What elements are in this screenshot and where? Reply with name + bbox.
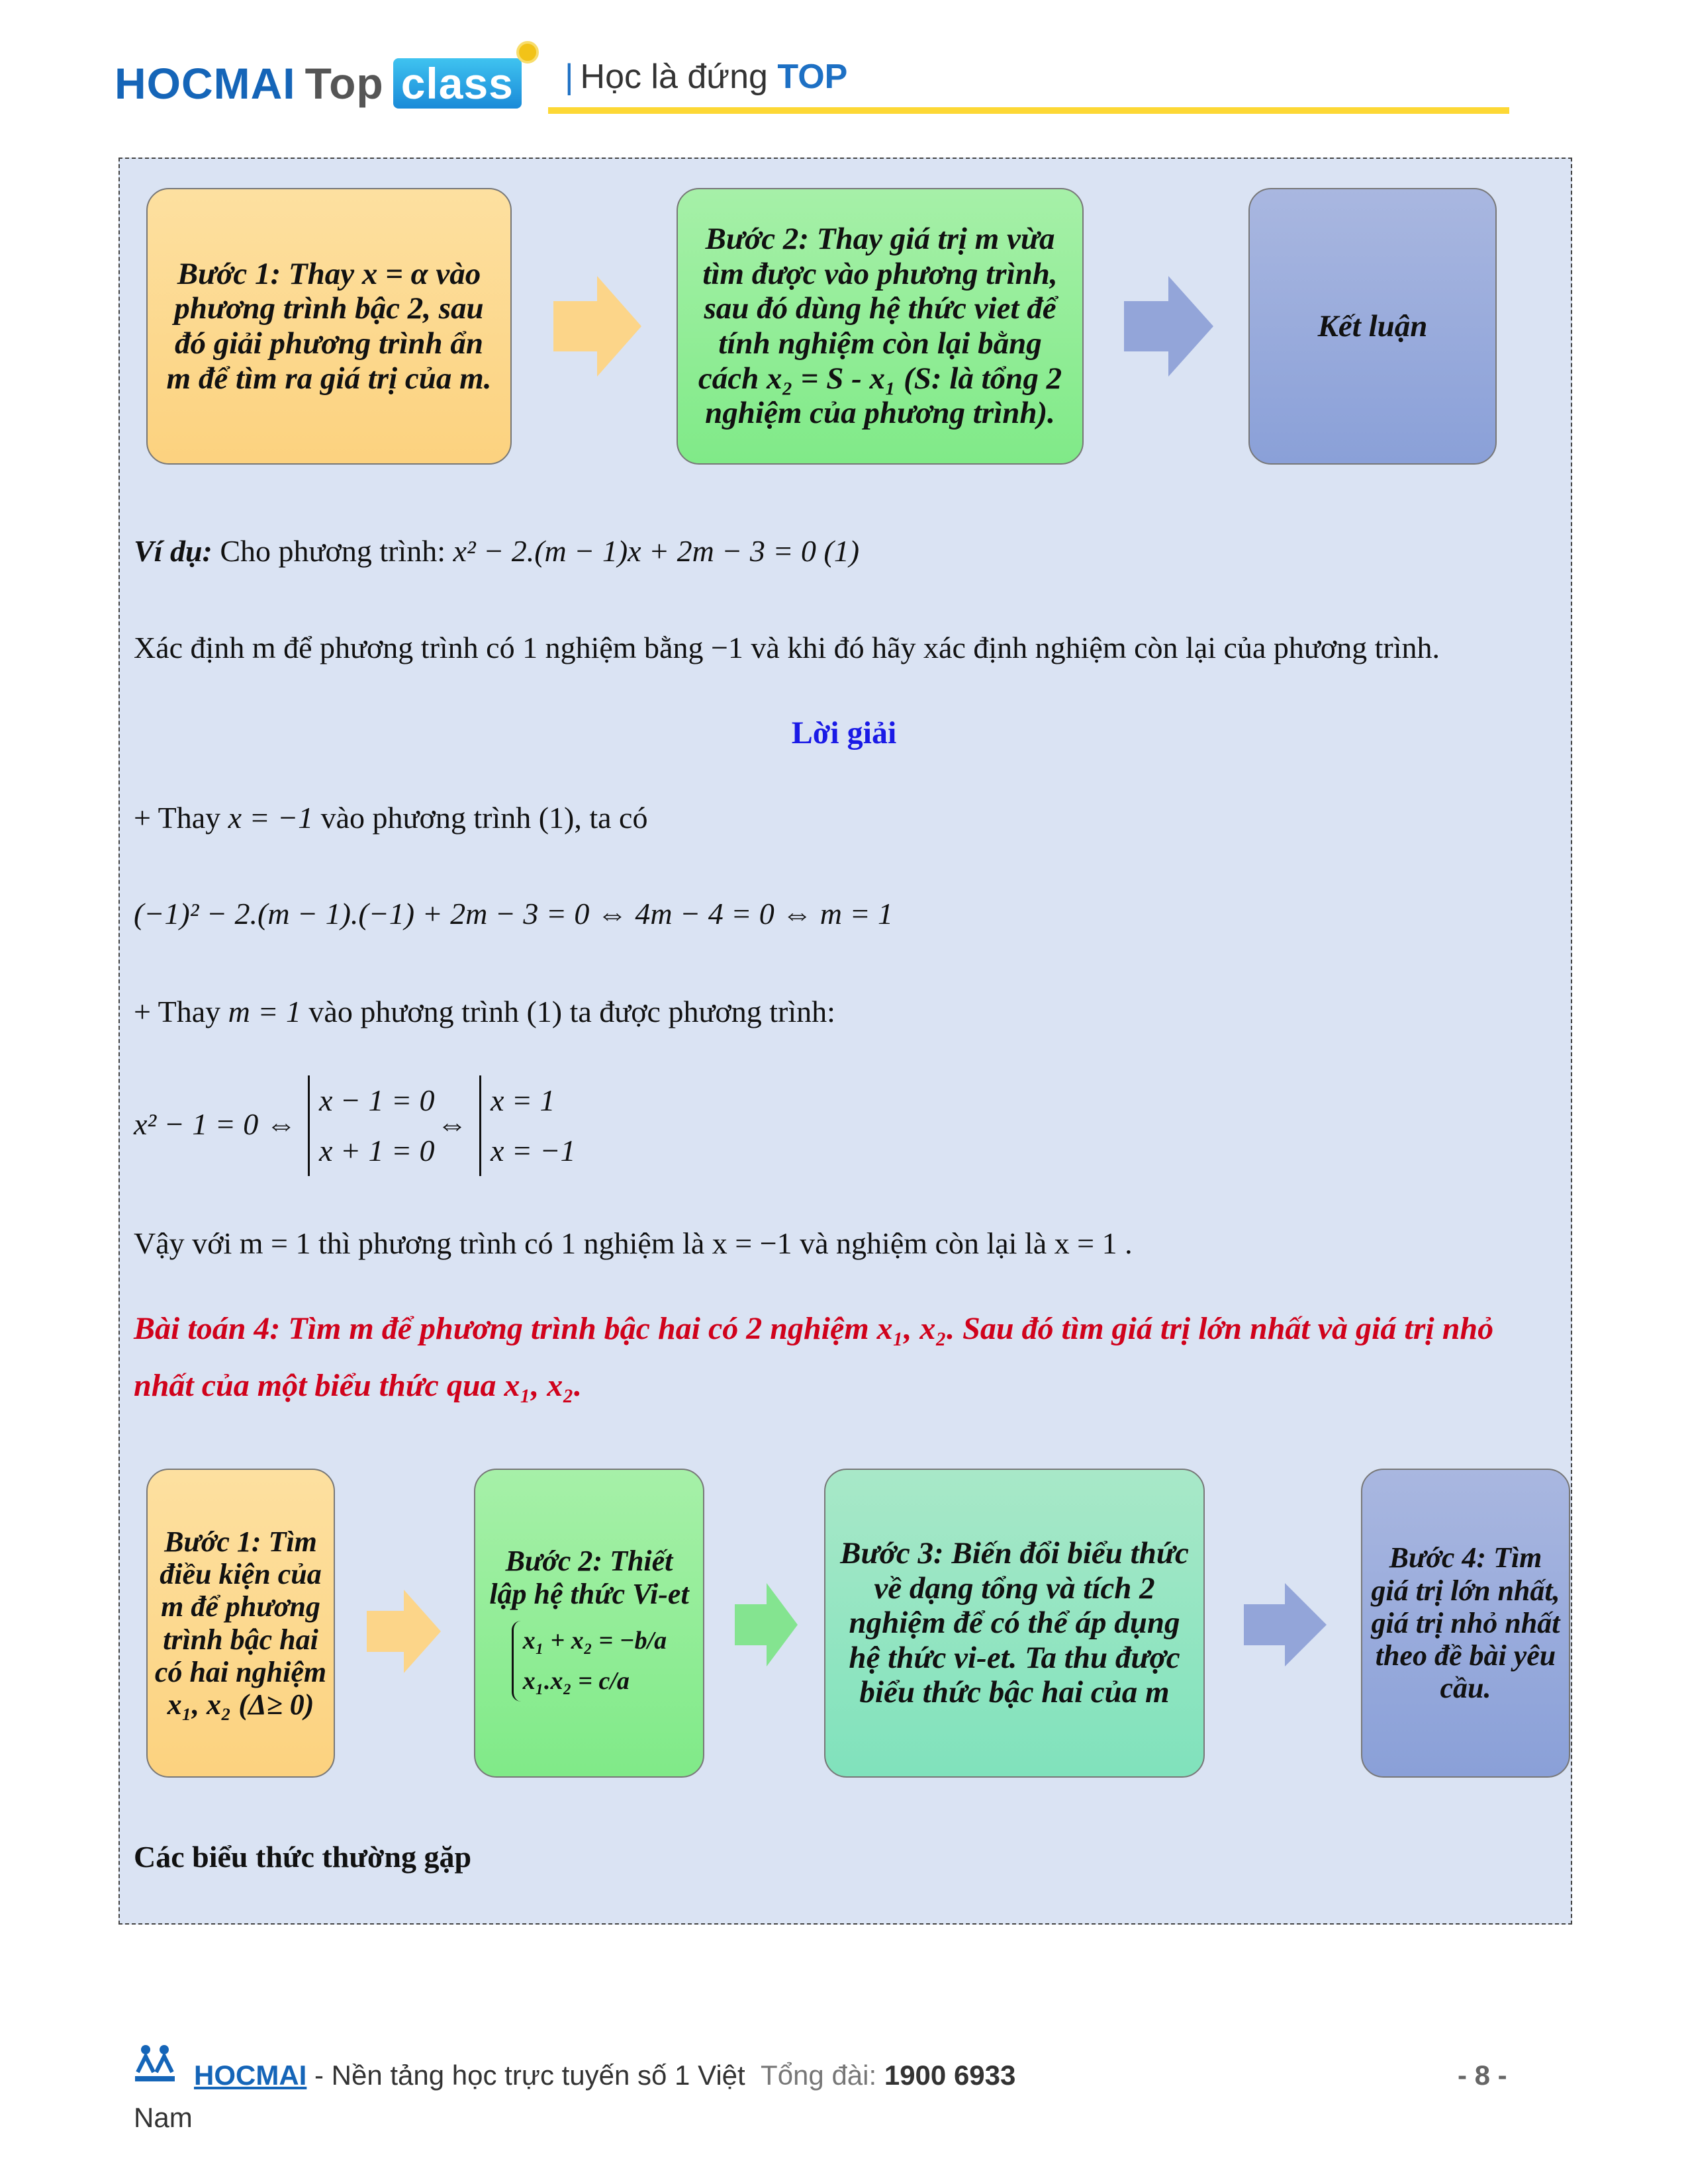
header-divider xyxy=(548,107,1509,114)
system-bracket-2 xyxy=(479,1075,576,1176)
flow1-step1 xyxy=(146,188,512,465)
example-intro: Cho phương trình: xyxy=(220,534,445,568)
logo-class xyxy=(393,58,522,109)
footer-hotline: 1900 6933 xyxy=(884,2060,1016,2091)
arrow-right-icon xyxy=(1244,1583,1327,1666)
footer-text: - Nền tảng học trực tuyến số 1 Việt xyxy=(314,2060,745,2091)
arrow-right-icon xyxy=(735,1583,798,1666)
hocmai-icon xyxy=(132,2043,177,2085)
system-left: x² − 1 = 0 ⇔ xyxy=(134,1107,297,1141)
solution-equation: (−1)² − 2.(m − 1).(−1) + 2m − 3 = 0 ⇔ 4m − 4 = 0 ⇔ m = 1 xyxy=(134,897,893,931)
flow1-step1-text: Bước 1: Thay x = α vào phương trình bậc 2, sau đó giải phương trình ẩn m để tìm ra giá trị của m. xyxy=(166,256,492,396)
flow1-step2 xyxy=(677,188,1084,465)
vieta-sum: x₁ + x₂ = −b/a xyxy=(522,1626,667,1655)
line3-post: vào phương trình (1) ta được phương trình: xyxy=(308,995,835,1028)
system-b2: x = −1 xyxy=(491,1134,576,1167)
logo-top: Top xyxy=(305,59,384,108)
flow2-step3 xyxy=(824,1469,1205,1778)
line1-pre: + Thay xyxy=(134,801,221,835)
flow2-step2-text: Bước 2: Thiết lập hệ thức Vi-et xyxy=(489,1545,689,1610)
flow2-step1 xyxy=(146,1469,335,1778)
logo xyxy=(115,58,522,109)
example-line xyxy=(134,533,859,569)
example-question: Xác định m để phương trình có 1 nghiệm bằng −1 và khi đó hãy xác định nghiệm còn lại của phương trình. xyxy=(134,631,1440,664)
system-equiv: ⇔ xyxy=(437,1107,467,1141)
flow2-step1-text: Bước 1: Tìm điều kiện của m để phương trình bậc hai có hai nghiệm x₁, x₂ (Δ≥ 0) xyxy=(154,1525,327,1721)
arrow-right-icon xyxy=(367,1590,441,1673)
example-equation: x² − 2.(m − 1)x + 2m − 3 = 0 (1) xyxy=(453,534,860,568)
solution-title: Lời giải xyxy=(791,715,897,751)
system-a2: x + 1 = 0 xyxy=(319,1134,435,1167)
flow2-step4-text: Bước 4: Tìm giá trị lớn nhất, giá trị nhỏ nhất theo đề bài yêu cầu. xyxy=(1371,1541,1560,1705)
line1-math: x = −1 xyxy=(228,801,314,835)
solution-line1 xyxy=(134,800,647,835)
page-number: - 8 - xyxy=(1458,2060,1507,2091)
section-heading: Các biểu thức thường gặp xyxy=(134,1840,472,1874)
tagline-top: TOP xyxy=(777,58,848,96)
flow1-step3 xyxy=(1248,188,1497,465)
tagline-text: Học là đứng xyxy=(580,58,768,96)
problem4-line2: nhất của một biểu thức qua x₁, x₂. xyxy=(134,1368,582,1403)
line3-pre: + Thay xyxy=(134,995,221,1028)
flow1-step2-text: Bước 2: Thay giá trị m vừa tìm được vào phương trình, sau đó dùng hệ thức viet để tính nghiệm còn lại bằng cách x₂ = S - x₁ (S: là tổng 2 nghiệm của phương trình). xyxy=(698,222,1062,431)
example-label: Ví dụ: xyxy=(134,534,212,568)
system-b1: x = 1 xyxy=(491,1083,555,1117)
vieta-system xyxy=(512,1621,667,1702)
system-bracket-1 xyxy=(308,1075,435,1176)
solution-line3 xyxy=(134,994,835,1029)
tagline xyxy=(565,57,847,97)
solution-conclusion: Vậy với m = 1 thì phương trình có 1 nghiệm là x = −1 và nghiệm còn lại là x = 1 . xyxy=(134,1226,1133,1260)
system-a1: x − 1 = 0 xyxy=(319,1083,435,1117)
vieta-product: x₁.x₂ = c/a xyxy=(522,1666,630,1695)
footer-line xyxy=(194,2060,1015,2091)
flow2-step2 xyxy=(474,1469,704,1778)
flow1-step3-text: Kết luận xyxy=(1317,308,1428,343)
footer-hotline-label: Tổng đài: xyxy=(761,2060,877,2091)
flow2-step3-text: Bước 3: Biến đổi biểu thức về dạng tổng và tích 2 nghiệm để có thể áp dụng hệ thức vi-et. Ta thu được biểu thức bậc hai của m xyxy=(840,1535,1189,1710)
problem4-line1: Bài toán 4: Tìm m để phương trình bậc hai có 2 nghiệm x₁, x₂. Sau đó tìm giá trị lớn nhất và giá trị nhỏ xyxy=(134,1311,1494,1346)
arrow-right-icon xyxy=(1124,276,1213,377)
star-icon xyxy=(516,41,539,64)
footer-line2: Nam xyxy=(134,2102,193,2133)
logo-hocmai: HOCMAI xyxy=(115,59,296,108)
logo-class-text: class xyxy=(400,59,514,108)
arrow-right-icon xyxy=(553,276,641,377)
line1-post: vào phương trình (1), ta có xyxy=(320,801,648,835)
line3-math: m = 1 xyxy=(228,995,301,1028)
flow2-step4 xyxy=(1361,1469,1570,1778)
footer-brand-link[interactable]: HOCMAI xyxy=(194,2060,307,2091)
tagline-bar: | xyxy=(565,58,574,96)
